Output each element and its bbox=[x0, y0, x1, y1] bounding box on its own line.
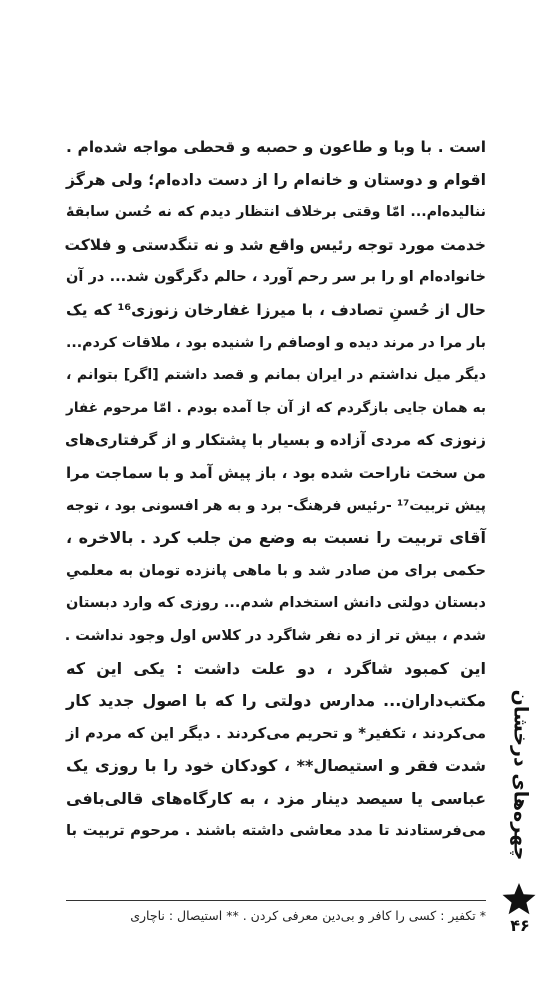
footnote: * تکفیر : کسی را کافر و بی‌دین معرفی کردن . ** استیصال : ناچاری bbox=[130, 908, 486, 923]
text-line: مکتب‌داران... مدارس دولتی را که با اصول جدید کار bbox=[66, 691, 486, 711]
star-icon bbox=[501, 882, 537, 918]
text-line: شدم ، بیش تر از ده نفر شاگرد در کلاس اول وجود نداشت . bbox=[64, 627, 486, 644]
text-line: ننالیده‌ام... امّا وقتی برخلاف انتظار دیدم که نه حُسن سابقهٔ bbox=[66, 204, 486, 221]
text-line: دبستان دولتی دانش استخدام شدم... روزی که وارد دبستان bbox=[66, 595, 486, 612]
text-line: حال از حُسنِ تصادف ، با میرزا غفارخان زنوزی¹⁶ که یک bbox=[66, 300, 486, 319]
text-line: حکمی برای من صادر شد و با ماهی پانزده تومان به معلمیِ bbox=[66, 562, 486, 579]
text-line: دیگر میل نداشتم در ایران بمانم و قصد داشتم [اگر] بتوانم ، bbox=[66, 367, 486, 384]
text-line: آقای تربیت را نسبت به وضع من جلب کرد . بالاخره ، bbox=[66, 528, 486, 548]
text-line: به همان جایی بازگردم که از آن جا آمده بودم . امّا مرحوم غفار bbox=[66, 399, 486, 416]
running-title-text: چهره‌های درخشان bbox=[509, 689, 531, 861]
text-line: اقوام و دوستان و خانه‌ام را از دست داده‌ام؛ ولی هرگز bbox=[66, 169, 486, 189]
text-line: من سخت ناراحت شده بود ، باز پیش آمد و با سماجت مرا bbox=[66, 463, 486, 482]
text-line: خدمت مورد توجه رئیس واقع شد و نه تنگدستی و فلاکت bbox=[64, 235, 486, 254]
text-line: زنوزی که مردی آزاده و بسیار با پشتکار و از گرفتاری‌های bbox=[64, 431, 486, 450]
text-line: پیش تربیت¹⁷ -رئیس فرهنگ- برد و به هر افسونی بود ، توجه bbox=[66, 497, 486, 514]
text-line: بار مرا در مرند دیده و اوصافم را شنیده بود ، ملاقات کردم... bbox=[66, 334, 486, 351]
text-line: شدت فقر و استیصال** ، کودکان خود را با روزی یک bbox=[66, 756, 486, 776]
text-line: می‌کردند ، تکفیر* و تحریم می‌کردند . دیگر این که مردم از bbox=[66, 724, 486, 742]
text-line: خانواده‌ام او را بر سر رحم آورد ، حالم دگرگون شد... در آن bbox=[66, 269, 486, 286]
text-line: است . با وبا و طاعون و حصبه و قحطی مواجه شده‌ام . bbox=[66, 138, 486, 156]
text-line: این کمبود شاگرد ، دو علت داشت : یکی این که bbox=[66, 658, 486, 678]
body-text bbox=[66, 131, 486, 848]
footnote-divider bbox=[66, 900, 486, 901]
text-line: عباسی یا سیصد دینار مزد ، به کارگاه‌های قالی‌بافی bbox=[66, 788, 486, 808]
running-title bbox=[490, 660, 550, 890]
text-line: می‌فرستادند تا مدد معاشی داشته باشند . مرحوم تربیت با bbox=[66, 822, 486, 840]
page-number: ۴۶ bbox=[510, 916, 530, 935]
